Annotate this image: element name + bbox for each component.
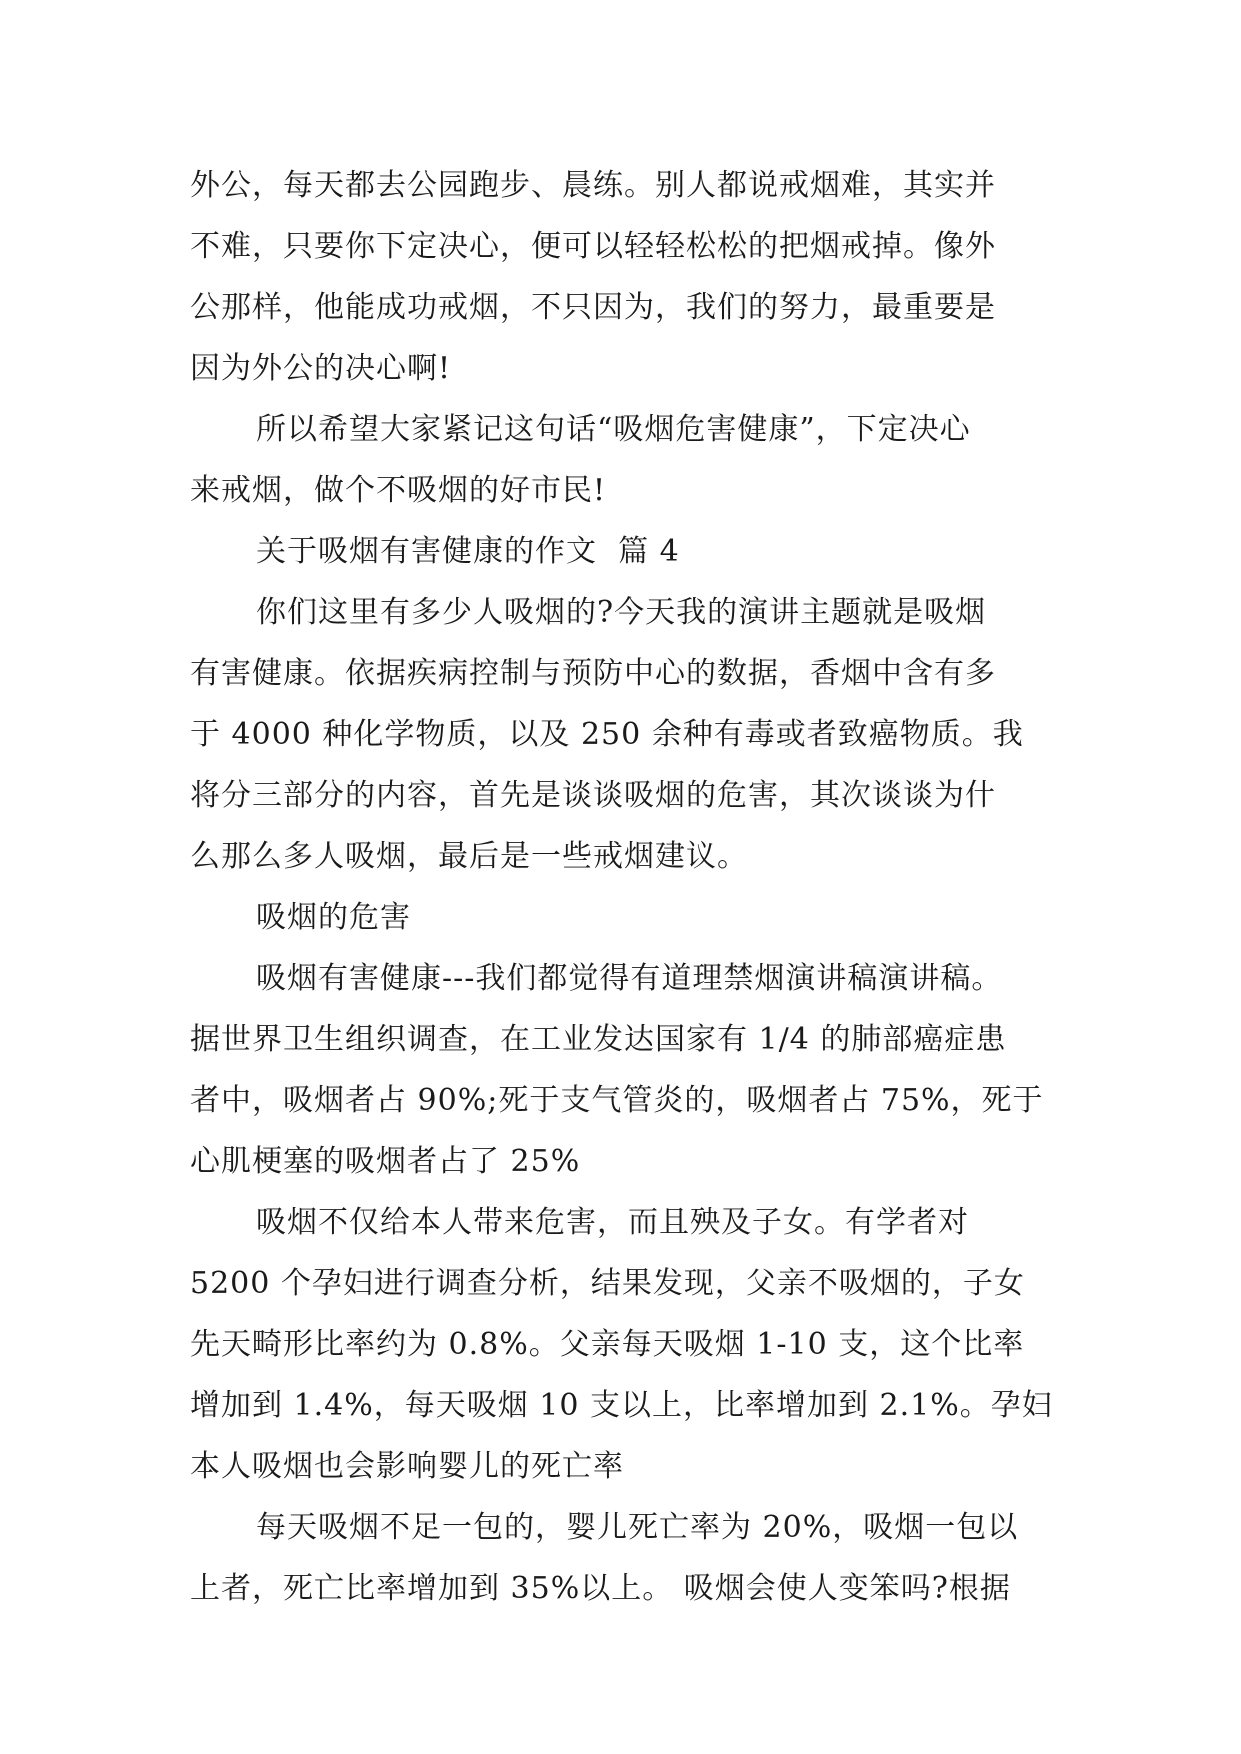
paragraph-start-line: 所以希望大家紧记这句话“吸烟危害健康”，下定决心 — [256, 412, 971, 447]
text-line: 据世界卫生组织调查，在工业发达国家有 1/4 的肺部癌症患 — [190, 1022, 1007, 1057]
text-line: 外公，每天都去公园跑步、晨练。别人都说戒烟难，其实并 — [190, 168, 996, 203]
paragraph-start-line: 吸烟不仅给本人带来危害，而且殃及子女。有学者对 — [256, 1205, 969, 1240]
section-heading: 关于吸烟有害健康的作文 篇 4 — [256, 534, 680, 569]
paragraph-start-line: 吸烟有害健康---我们都觉得有道理禁烟演讲稿演讲稿。 — [256, 961, 1003, 996]
text-line: 者中，吸烟者占 90%;死于支气管炎的，吸烟者占 75%，死于 — [190, 1083, 1044, 1118]
text-line: 5200 个孕妇进行调查分析，结果发现，父亲不吸烟的，子女 — [190, 1266, 1025, 1301]
text-line: 不难，只要你下定决心，便可以轻轻松松的把烟戒掉。像外 — [190, 229, 996, 264]
text-line: 心肌梗塞的吸烟者占了 25% — [190, 1144, 581, 1179]
text-line: 么那么多人吸烟，最后是一些戒烟建议。 — [190, 839, 748, 874]
text-line: 有害健康。依据疾病控制与预防中心的数据，香烟中含有多 — [190, 656, 996, 691]
text-line: 来戒烟，做个不吸烟的好市民! — [190, 473, 607, 508]
text-line: 增加到 1.4%，每天吸烟 10 支以上，比率增加到 2.1%。孕妇 — [190, 1388, 1053, 1423]
paragraph-start-line: 每天吸烟不足一包的，婴儿死亡率为 20%，吸烟一包以 — [256, 1510, 1019, 1545]
text-line: 因为外公的决心啊! — [190, 351, 452, 386]
subheading: 吸烟的危害 — [256, 900, 411, 935]
text-line: 上者，死亡比率增加到 35%以上。 吸烟会使人变笨吗?根据 — [190, 1571, 1011, 1606]
text-line: 于 4000 种化学物质，以及 250 余种有毒或者致癌物质。我 — [190, 717, 1024, 752]
text-line: 先天畸形比率约为 0.8%。父亲每天吸烟 1-10 支，这个比率 — [190, 1327, 1025, 1362]
text-line: 将分三部分的内容，首先是谈谈吸烟的危害，其次谈谈为什 — [190, 778, 996, 813]
paragraph-start-line: 你们这里有多少人吸烟的?今天我的演讲主题就是吸烟 — [256, 595, 987, 630]
text-line: 公那样，他能成功戒烟，不只因为，我们的努力，最重要是 — [190, 290, 996, 325]
text-line: 本人吸烟也会影响婴儿的死亡率 — [190, 1449, 624, 1484]
